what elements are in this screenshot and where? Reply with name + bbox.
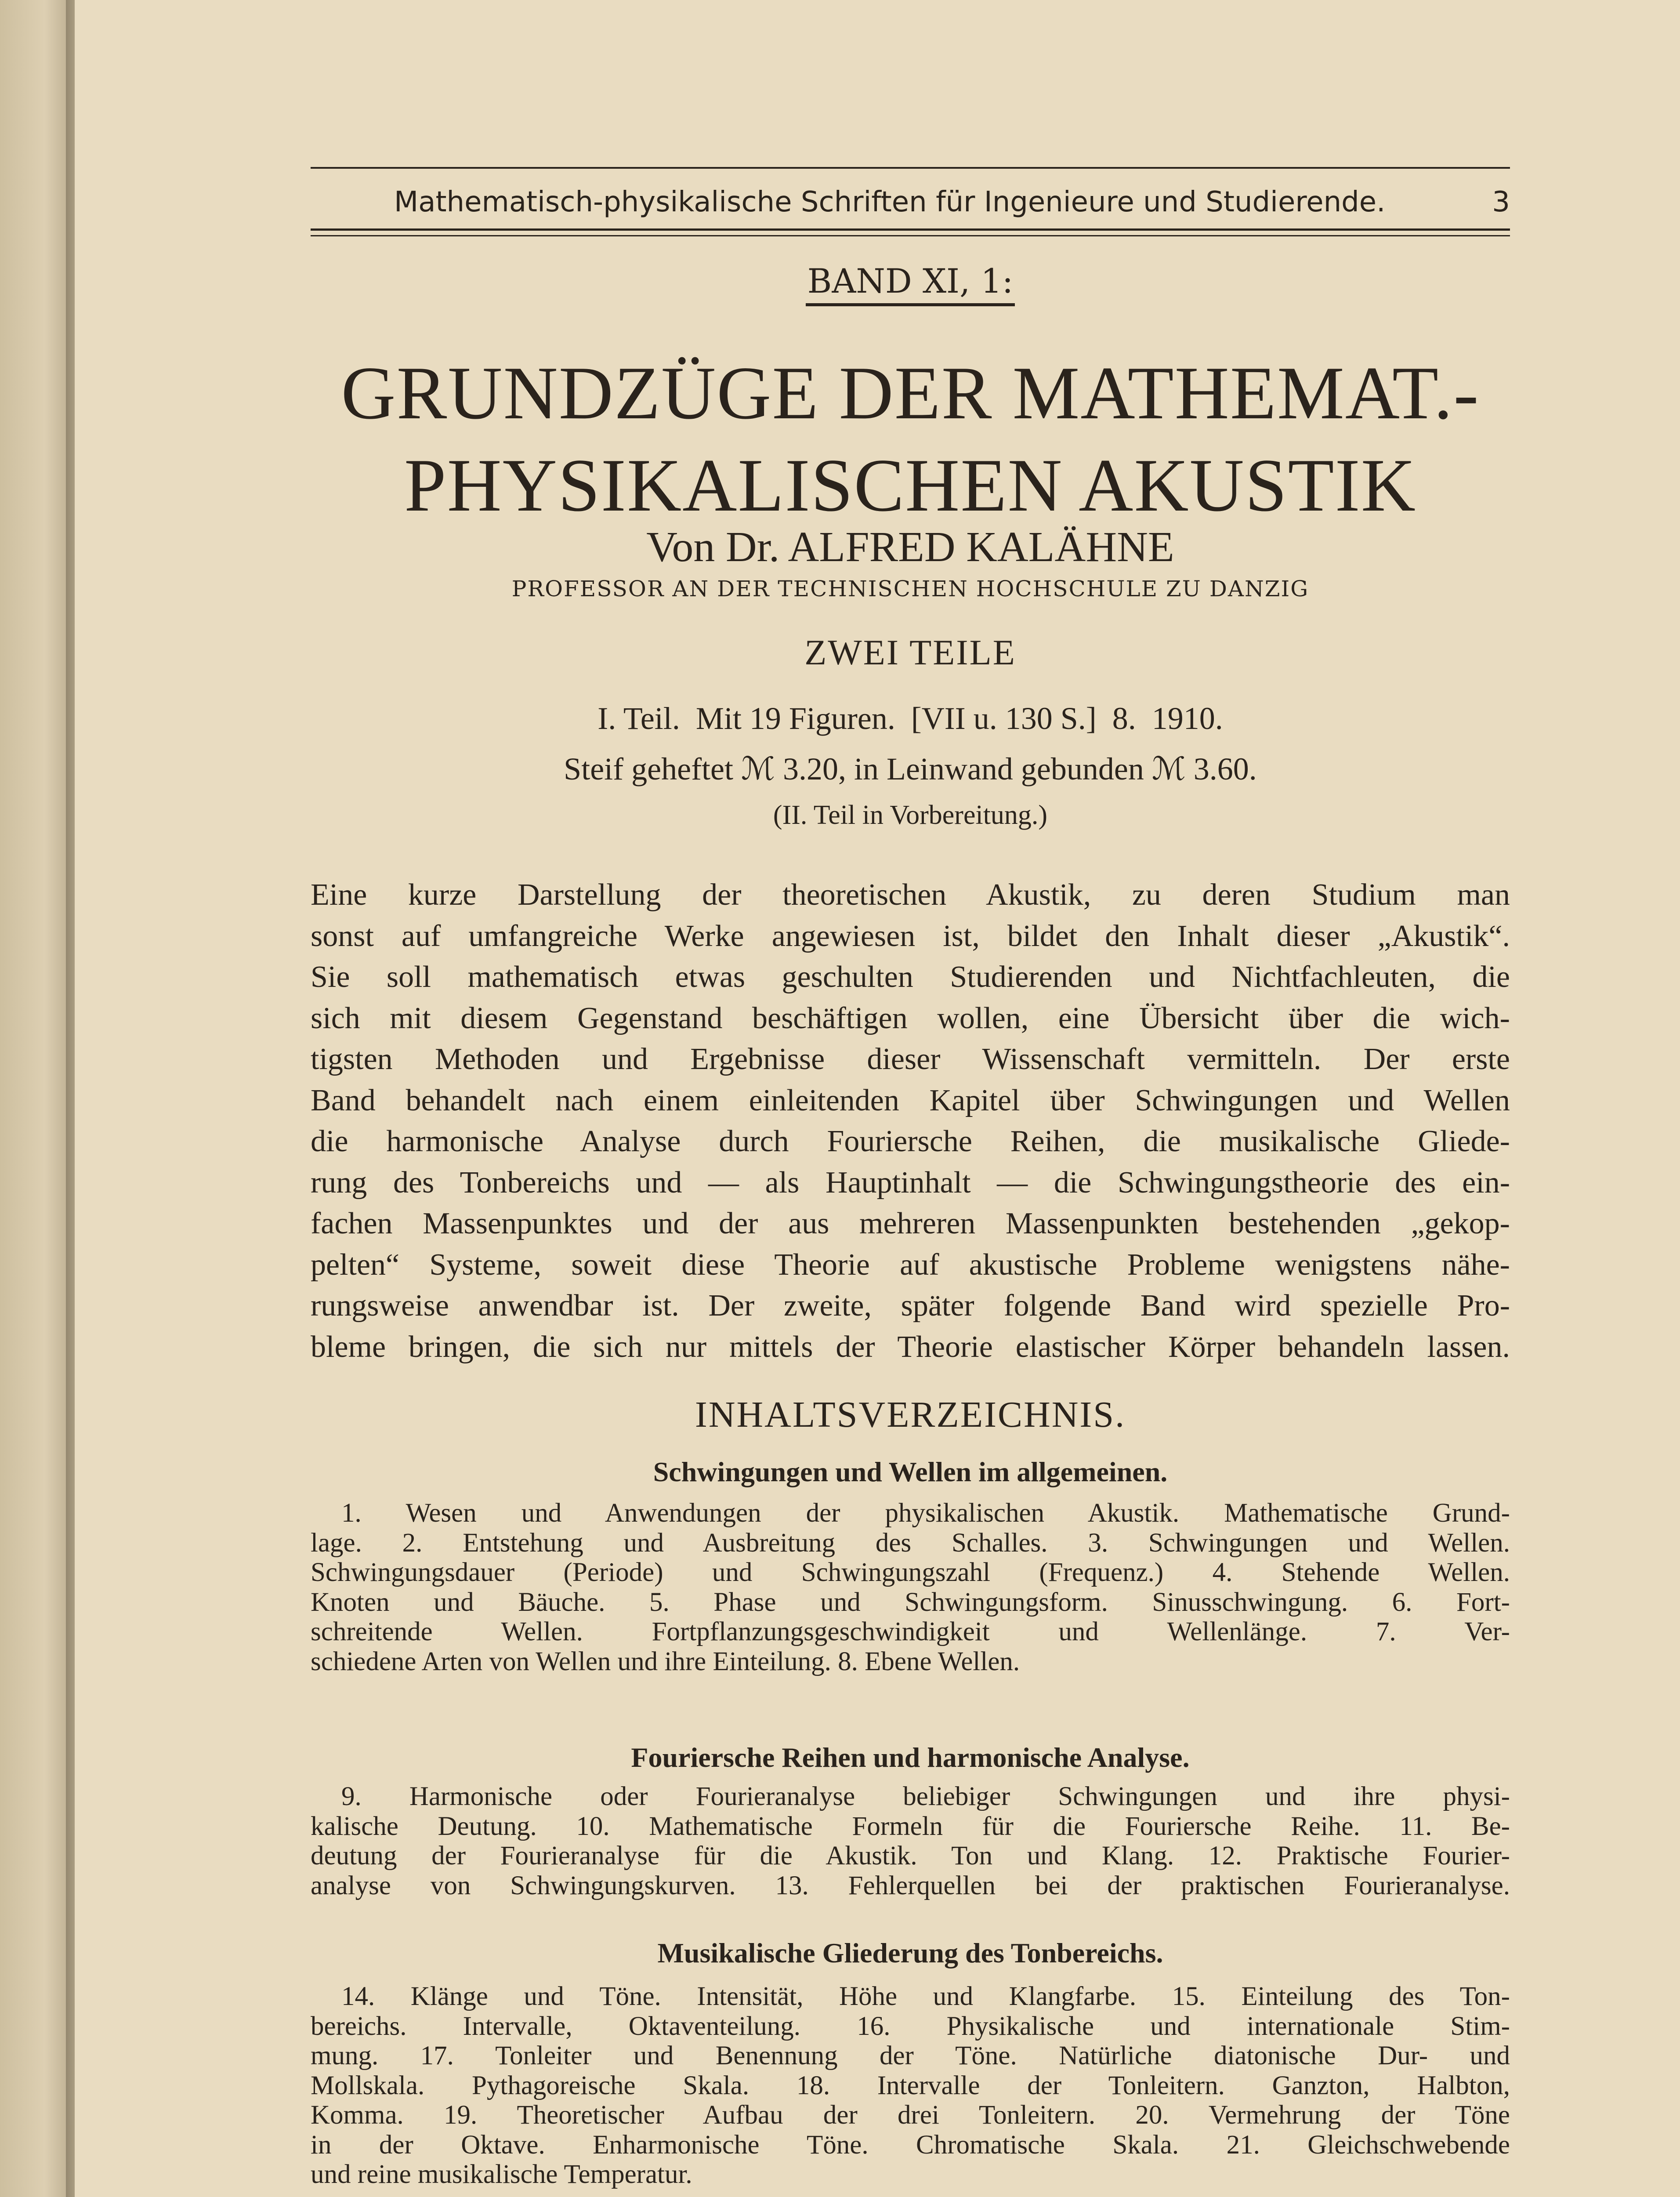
facing-page-edge	[0, 0, 75, 2197]
toc-line: analyse von Schwingungskurven. 13. Fehlerquellen bei der praktischen Fourieranalyse.	[311, 1871, 1510, 1900]
toc-title: INHALTSVERZEICHNIS.	[695, 1394, 1126, 1435]
paragraph-line: tigsten Methoden und Ergebnisse dieser Wissenschaft vermitteln. Der erste	[311, 1042, 1510, 1076]
paragraph-line: Eine kurze Darstellung der theoretischen Akustik, zu deren Studium man	[311, 878, 1510, 912]
page-number: 3	[1492, 186, 1510, 218]
section-body	[311, 1982, 1510, 2190]
header-bottom-rule	[311, 228, 1510, 231]
paragraph-line: pelten“ Systeme, soweit diese Theorie auf akustische Probleme wenigstens nähe-	[311, 1247, 1510, 1282]
title-line-1: GRUNDZÜGE DER MATHEMAT.-	[341, 352, 1480, 435]
toc-line: 9. Harmonische oder Fourieranalyse beliebiger Schwingungen und ihre physi-	[341, 1782, 1510, 1811]
toc-line: 1. Wesen und Anwendungen der physikalischen Akustik. Mathematische Grund-	[341, 1498, 1510, 1528]
section-body	[311, 1498, 1510, 1676]
paragraph-line: rung des Tonbereichs und — als Hauptinhalt — die Schwingungstheorie des ein-	[311, 1165, 1510, 1200]
book-title	[311, 347, 1510, 532]
paragraph-line: die harmonische Analyse durch Fouriersche Reihen, die musikalische Gliede-	[311, 1124, 1510, 1158]
toc-line: Schwingungsdauer (Periode) und Schwingungszahl (Frequenz.) 4. Stehende Wellen.	[311, 1558, 1510, 1587]
header-top-rule	[311, 167, 1510, 169]
toc-line: Komma. 19. Theoretischer Aufbau der drei Tonleitern. 20. Vermehrung der Töne	[311, 2100, 1510, 2130]
running-header	[311, 176, 1510, 228]
part-one-info: I. Teil. Mit 19 Figuren. [VII u. 130 S.] 8. 1910.	[597, 701, 1223, 736]
paragraph-line: bleme bringen, die sich nur mittels der Theorie elastischer Körper behandeln lassen.	[311, 1330, 1510, 1364]
toc-line: schreitende Wellen. Fortpflanzungsgeschwindigkeit und Wellenlänge. 7. Ver-	[311, 1617, 1510, 1646]
toc-line: 14. Klänge und Töne. Intensität, Höhe und Klangfarbe. 15. Einteilung des Ton-	[341, 1982, 1510, 2011]
section-heading: Musikalische Gliederung des Tonbereichs.	[657, 1937, 1163, 1969]
book-page	[75, 0, 1680, 2197]
toc-line: bereichs. Intervalle, Oktaventeilung. 16. Physikalische und internationale Stim-	[311, 2011, 1510, 2041]
paragraph-line: fachen Massenpunktes und der aus mehreren Massenpunkten bestehenden „gekop-	[311, 1207, 1510, 1240]
toc-line: mung. 17. Tonleiter und Benennung der Töne. Natürliche diatonische Dur- und	[311, 2041, 1510, 2070]
toc-line: kalische Deutung. 10. Mathematische Formeln für die Fouriersche Reihe. 11. Be-	[311, 1811, 1510, 1841]
section-heading: Schwingungen und Wellen im allgemeinen.	[653, 1456, 1168, 1487]
toc-line: in der Oktave. Enharmonische Töne. Chromatische Skala. 21. Gleichschwebende	[311, 2130, 1510, 2160]
paragraph-line: sich mit diesem Gegenstand beschäftigen wollen, eine Übersicht über die wich-	[311, 1001, 1510, 1035]
paragraph-line: rungsweise anwendbar ist. Der zweite, später folgende Band wird spezielle Pro-	[311, 1289, 1510, 1323]
part-two-info: (II. Teil in Vorbereitung.)	[773, 800, 1048, 830]
toc-line: Knoten und Bäuche. 5. Phase und Schwingungsform. Sinusschwingung. 6. Fort-	[311, 1587, 1510, 1617]
parts-heading: ZWEI TEILE	[804, 632, 1016, 672]
price-info: Steif geheftet ℳ 3.20, in Leinwand gebunden ℳ 3.60.	[564, 751, 1257, 787]
paragraph-line: Band behandelt nach einem einleitenden Kapitel über Schwingungen und Wellen	[311, 1083, 1510, 1117]
toc-line: deutung der Fourieranalyse für die Akustik. Ton und Klang. 12. Praktische Fourier-	[311, 1841, 1510, 1871]
toc-line: Mollskala. Pythagoreische Skala. 18. Intervalle der Tonleitern. Ganzton, Halbton,	[311, 2070, 1510, 2100]
title-line-2: PHYSIKALISCHEN AKUSTIK	[404, 444, 1417, 527]
running-header-text: Mathematisch-physikalische Schriften für Ingenieure und Studierende.	[394, 186, 1386, 218]
section-heading: Fouriersche Reihen und harmonische Analyse.	[631, 1742, 1190, 1773]
toc-line: lage. 2. Entstehung und Ausbreitung des Schalles. 3. Schwingungen und Wellen.	[311, 1528, 1510, 1558]
band-label: BAND XI, 1:	[311, 259, 1510, 303]
toc-line: schiedene Arten von Wellen und ihre Einteilung. 8. Ebene Wellen.	[311, 1646, 1020, 1676]
section-body	[311, 1782, 1510, 1900]
toc-line: und reine musikalische Temperatur.	[311, 2160, 692, 2189]
paragraph-line: sonst auf umfangreiche Werke angewiesen ist, bildet den Inhalt dieser „Akustik“.	[311, 919, 1510, 953]
header-bottom-rule-thin	[311, 235, 1510, 236]
author: Von Dr. ALFRED KALÄHNE	[646, 523, 1174, 571]
description-paragraph	[311, 874, 1510, 1367]
author-affiliation: PROFESSOR AN DER TECHNISCHEN HOCHSCHULE ZU DANZIG	[511, 576, 1309, 602]
paragraph-line: Sie soll mathematisch etwas geschulten Studierenden und Nichtfachleuten, die	[311, 960, 1510, 994]
